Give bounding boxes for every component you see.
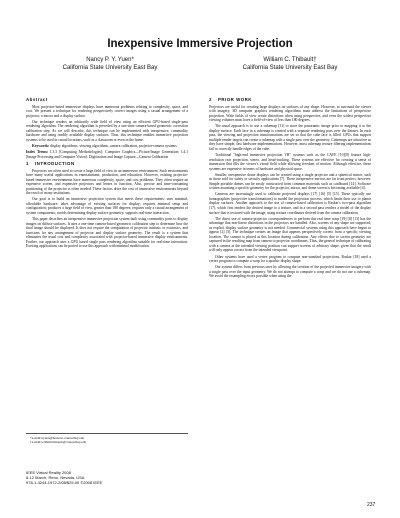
index-terms-paragraph bbox=[26, 150, 188, 159]
prior-work-heading: 2 PRIOR WORK bbox=[209, 97, 252, 102]
prior-work-paragraph: Projectors are useful for creating large displays on surfaces of any shape. However, to surround the viewer with imagery, 3D computer graphics rendering algorithms must address the limitations of perspective projection. Wide fields of view create distortions when using perspective, and even the widest perspective viewing volumes must have a field-of-view of less than 180 degrees. bbox=[209, 104, 371, 123]
author-2-name: William C. Thibault† bbox=[263, 57, 317, 63]
paper-title: Inexpensive Immersive Projection bbox=[107, 38, 293, 50]
conference-info bbox=[26, 470, 188, 485]
conference-name: IEEE Virtual Reality 2008 bbox=[26, 470, 71, 475]
abstract-heading: Abstract bbox=[26, 97, 48, 102]
author-1 bbox=[30, 56, 190, 72]
author-2 bbox=[210, 56, 370, 72]
page-number: 237 bbox=[367, 502, 376, 508]
author-block bbox=[30, 56, 370, 72]
index-terms-label: Index Terms: bbox=[26, 149, 49, 154]
abstract-paragraph: Our technique renders an arbitrarily wide field of view using an efficient GPU-based single-pass rendering algorithm. The rendering algorithm is preceded by a one-time camera-based geometric correction calibration step. As we will describe, this technique can be implemented with inexpensive, commodity hardware and using readily available display surfaces. Thus, this technique enables immersive projection systems to be used in casual locations, such as a classroom or even in the home. bbox=[26, 119, 188, 142]
author-1-affiliation: California State University East Bay bbox=[62, 65, 158, 71]
right-column bbox=[209, 95, 371, 280]
intro-paragraph: Our goal is to build an immersive projection system that meets these requirements: uses minimal, affordable hardware; takes advantage of existing surfaces for display; requires minimal setup and configuration; produces a large field of view, greater than 180 degrees; requires only a casual arrangement of system components; avoids determining display surface geometry; supports real-time interaction. bbox=[26, 197, 188, 216]
prior-work-paragraph: Smaller, inexpensive dome displays can be created using a single projector and a spherical mirror, such as those sold for safety or security applications [7]. These inexpensive mirrors are far from perfect, however. Simple portable domes can be easily constructed from common materials such as cardboard [14]. Software written assuming a specific geometry for the projector, mirror, and dome screen is becoming available [4]. bbox=[209, 172, 371, 191]
prior-work-paragraph: Traditional "high-end immersive projection VR" systems such as the CAVE [10][9] feature high-resolution rear projection, stereo, and head-tracking. These systems are effective for creating a sense of immersion that fills the viewer's visual field while allowing freedom of motion. Although effective, these systems are expensive in terms of hardware and physical space. bbox=[209, 153, 371, 171]
prior-work-paragraph: The usual approach is to use a cubemap [11] to store the panoramic image prior to mapping it to the display surface. Each face in a cubemap is created with a separate rendering pass over the dataset. In each pass, the viewing and projection transformations are set so that the cube face is filled. GPUs that support multiple render targets can create a cubemap with a single pass over the geometry. Cubemaps are attractive as they have simple, fast hardware implementations. However, most cubemap texture filtering implementations fail to correctly handle edges of the cube. bbox=[209, 124, 371, 151]
prior-work-paragraph: The direct use of camera-projector correspondences to perform this real time warp [19] [8] [13] has the advantage that non-linear distortions in the projectors are handled. Also, screens of any shape are supported, as explicit display surface geometry is not needed. Commercial systems using this approach have begun to appear [2] [3]. The technique creates an image that appears perspectively correct from a specific viewing location. The camera is placed at this location during calibration. Any effects due to screen geometry are captured in the resulting map from camera to projector coordinates. Thus, the general technique of calibrating with a camera at the intended viewing position can support screens of arbitrary shape, given that the result will only appear correct from the intended viewpoint. bbox=[209, 216, 371, 253]
footnote-email-2: †e-mail:william.thibault@csueastbay.edu bbox=[30, 440, 87, 445]
footnote-email-1: *e-mail:nyuen@horizon.csueastbay.edu bbox=[30, 436, 85, 440]
intro-paragraph: Projectors are often used to create a large field of view in an immersive environment. Such environments have many useful applications in entertainment, production, and education. However, existing projector-based immersive environments have numerous complexity, space, and cost problems. They often require an expensive screen, and expensive projectors and lenses to function. Also, precise and time-consuming positioning of the projector is often needed. These factors drive the cost of immersive environments beyond the reach of many institutions. bbox=[26, 168, 188, 196]
abstract-paragraph: Most projector-based immersive displays have numerous problems relating to complexity, space, and cost. We present a technique for rendering perspectively correct images using a casual arrangement of a projector, a mirror and a display surface. bbox=[26, 104, 188, 118]
prior-work-paragraph: Our system differs from previous ones by allowing the creation of the projected immersive imagery with a single pass over the input geometry. We do not attempt to compute a warp and we do not use a cubemap. We avoid the resampling errors possible when using the bbox=[209, 265, 371, 279]
conference-location: 8-12 March, Reno, Nevada, USA bbox=[26, 475, 85, 480]
keywords-label: Keywords: bbox=[32, 143, 50, 148]
prior-work-paragraph: Other systems have used a vertex program to compute non-standard projections. Raskar [18] used a vertex program to compute a warp for a quadric display shape. bbox=[209, 254, 371, 264]
keywords-text: display algorithms, viewing algorithms, camera calibration, projector-camera systems bbox=[50, 143, 177, 148]
footnotes bbox=[26, 433, 188, 445]
author-1-name: Nancy P. Y. Yuen* bbox=[86, 57, 134, 63]
left-column bbox=[26, 95, 188, 250]
prior-work-paragraph: Cameras are increasingly used to calibrate projected displays [17] [16] [5] [15]. These typically use homographies (projective transformations) to model the projection process, which limits their use to planar display surfaces. Another approach to the use of camera-based calibration is Raskar's two-pass algorithm [17], which first renders the desired image to a texture, and in a second pass renders a model of the display surface that is textured with the image, using texture coordinates derived from the camera calibration. bbox=[209, 192, 371, 215]
keywords-paragraph bbox=[26, 144, 188, 149]
intro-paragraph: This paper describes an inexpensive immersive projection system built using commodity parts to display images on diffuse surfaces. It uses a one-time camera-based geometric calibration step to determine how the final image should be displayed. It does not require the computation of projector intrinsic or extrinsics, and functions for any arrangement of projector and display surface geometry. The result is a system that eliminates the usual cost and complexity associated with projector-based immersive display environments. Further, our approach uses a GPU based single pass rendering algorithm suitable for real-time interaction. Existing applications can be ported to use this approach with minimal modification. bbox=[26, 217, 188, 249]
author-2-affiliation: California State University East Bay bbox=[242, 65, 338, 71]
conference-isbn: 978-1-4244-1972-2/08/$25.00 ©2008 IEEE bbox=[26, 480, 103, 485]
intro-heading: 1 INTRODUCTION bbox=[26, 161, 75, 167]
index-terms-text: I.3.3 [Computing Methodologies]: Computer Graphics—Picture/Image Generation; I.4.1 [Image Processing and Computer Vision]: Digitization and Image Capture—Camera Calibration bbox=[26, 149, 188, 159]
